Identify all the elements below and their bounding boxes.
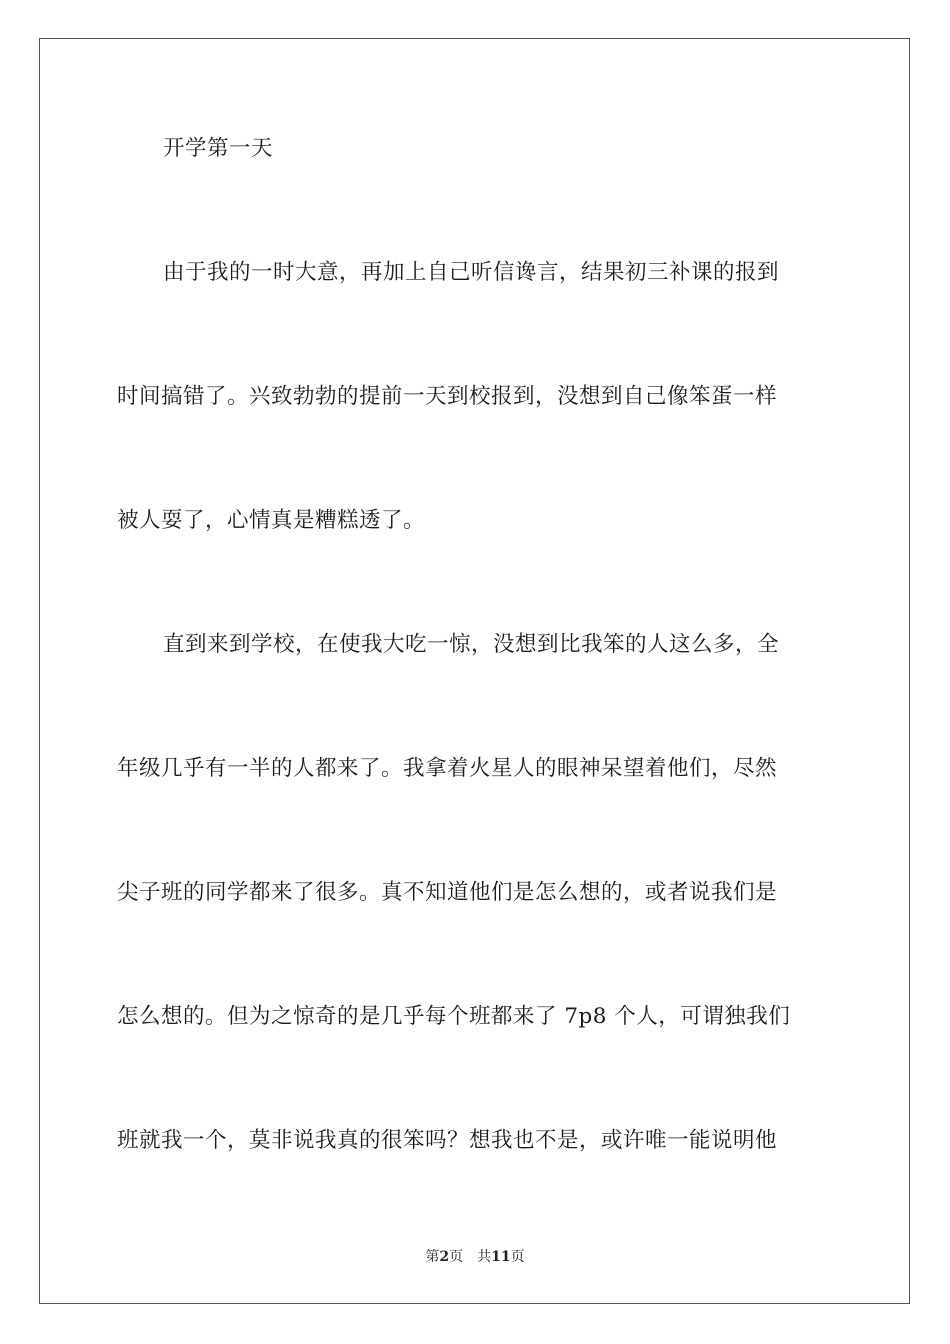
total-pages: 11 [491, 1249, 511, 1265]
paragraph-line: 直到来到学校，在使我大吃一惊，没想到比我笨的人这么多，全 [163, 632, 780, 657]
paragraph-line: 时间搞错了。兴致勃勃的提前一天到校报到，没想到自己像笨蛋一样 [117, 384, 778, 409]
page-border [39, 38, 910, 1304]
paragraph-line: 怎么想的。但为之惊奇的是几乎每个班都来了 7p8 个人，可谓独我们 [117, 1004, 791, 1029]
page-prefix: 第 [425, 1249, 440, 1265]
page-suffix: 页 [449, 1249, 464, 1265]
paragraph-line: 由于我的一时大意，再加上自己听信谗言，结果初三补课的报到 [163, 260, 780, 285]
page-number: 2 [439, 1249, 450, 1265]
paragraph-line: 年级几乎有一半的人都来了。我拿着火星人的眼神呆望着他们，尽然 [117, 756, 778, 781]
total-prefix: 共 [477, 1249, 492, 1265]
page-footer [0, 1248, 950, 1266]
paragraph-line: 被人耍了，心情真是糟糕透了。 [117, 508, 426, 533]
paragraph-line: 班就我一个，莫非说我真的很笨吗？想我也不是，或许唯一能说明他 [117, 1128, 778, 1153]
document-title: 开学第一天 [163, 136, 274, 161]
total-suffix: 页 [510, 1249, 525, 1265]
paragraph-line: 尖子班的同学都来了很多。真不知道他们是怎么想的，或者说我们是 [117, 880, 778, 905]
